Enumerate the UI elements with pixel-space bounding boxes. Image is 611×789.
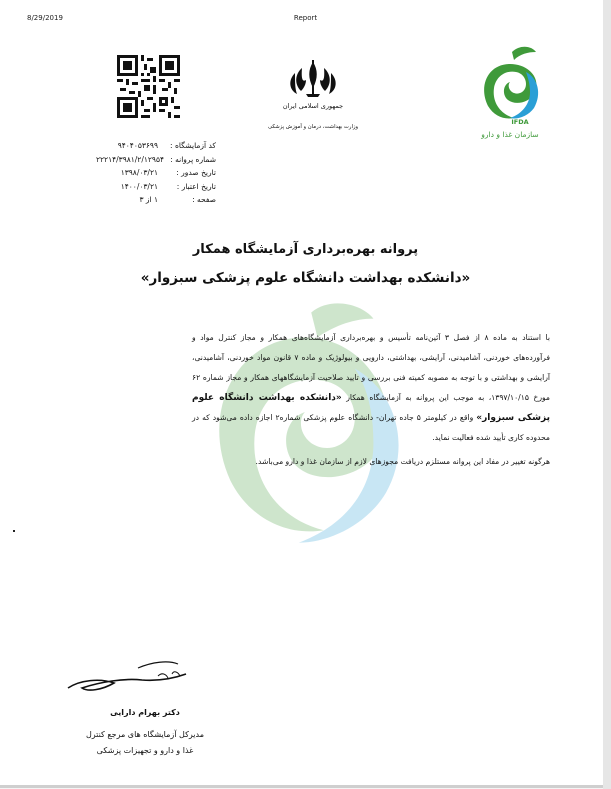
signature (60, 650, 200, 705)
meta-label: تاریخ اعتبار : (176, 181, 216, 191)
emblem-line1: جمهوری اسلامی ایران (282, 102, 344, 110)
meta-row-lab-code (96, 139, 216, 153)
scrollbar[interactable] (603, 0, 611, 789)
meta-value: ۱۳۹۸/۰۳/۲۱ (120, 168, 158, 177)
meta-row-page (96, 193, 216, 207)
qr-code-icon (117, 55, 180, 118)
ifda-logo (470, 42, 550, 142)
body-paragraph-1 (192, 328, 550, 448)
meta-row-expiry-date (96, 180, 216, 194)
print-title: Report (293, 14, 318, 22)
meta-row-license-number (96, 153, 216, 167)
iran-emblem-logo (268, 58, 358, 140)
meta-value: ۱۴۰۰/۰۳/۲۱ (120, 181, 158, 191)
body-text: واقع در کیلومتر ۵ جاده تهران- دانشگاه علوم پزشکی شماره۲ اجازه داده می‌شود که در محدوده کاری تأیید شده فعالیت نماید. (192, 413, 550, 442)
meta-label: تاریخ صدور : (176, 168, 216, 177)
ifda-name: سازمان غذا و دارو (481, 130, 539, 139)
meta-row-issue-date (96, 166, 216, 180)
license-body (192, 328, 550, 472)
print-date: 8/29/2019 (27, 14, 63, 22)
license-meta (96, 139, 216, 207)
emblem-line2: وزارت بهداشت، درمان و آموزش پزشکی (268, 124, 358, 130)
meta-value: ۹۴۰۴۰۵۳۶۹۹ (117, 141, 158, 150)
document-subtitle: «دانشکده بهداشت دانشگاه علوم پزشکی سبزوار» (140, 270, 471, 286)
signer-title-line1: مدیرکل آزمایشگاه های مرجع کنترل (85, 730, 205, 739)
signer-name: دکتر بهرام دارایی (110, 708, 180, 717)
meta-value: ۲۲۲۱۴/۳۹۸۱/۲/۱۲۹۵۴ (96, 154, 165, 164)
document-title: پروانه بهره‌برداری آزمایشگاه همکار (192, 242, 419, 257)
meta-value: ۱ از ۳ (139, 195, 158, 204)
body-paragraph-2: هرگونه تغییر در مفاد این پروانه مستلزم دریافت مجوزهای لازم از سازمان غذا و دارو می‌باشد. (255, 457, 550, 466)
stray-dot (13, 530, 15, 532)
meta-label: صفحه : (192, 195, 216, 204)
meta-label: شماره پروانه : (170, 154, 216, 164)
meta-label: کد آزمایشگاه : (170, 141, 216, 150)
institution-name: «دانشکده بهداشت دانشگاه علوم پزشکی سبزوار» (192, 393, 550, 423)
signer-title-line2: غذا و دارو و تجهیزات پزشکی (96, 746, 194, 755)
ifda-abbr: IFDA (511, 118, 529, 126)
body-text: با استناد به ماده ۸ از فصل ۳ آئین‌نامه تأسیس و بهره‌برداری آزمایشگاه‌های همکار و مجاز کنترل مواد و فرآورده‌های خوردنی، آشامیدنی، آرایشی، بهداشتی، دارویی و بیولوژیک و ماده ۷ قانون مواد خوردنی، آشامیدنی، آرایشی و بهداشتی و با توجه به مصوبه کمیته فنی بررسی و تایید صلاحیت آزمایشگاههای همکار و مجاز شماره ۶۲ مورخ ۱۳۹۷/۱۰/۱۵، به موجب این پروانه به آزمایشگاه همکار (192, 333, 550, 402)
